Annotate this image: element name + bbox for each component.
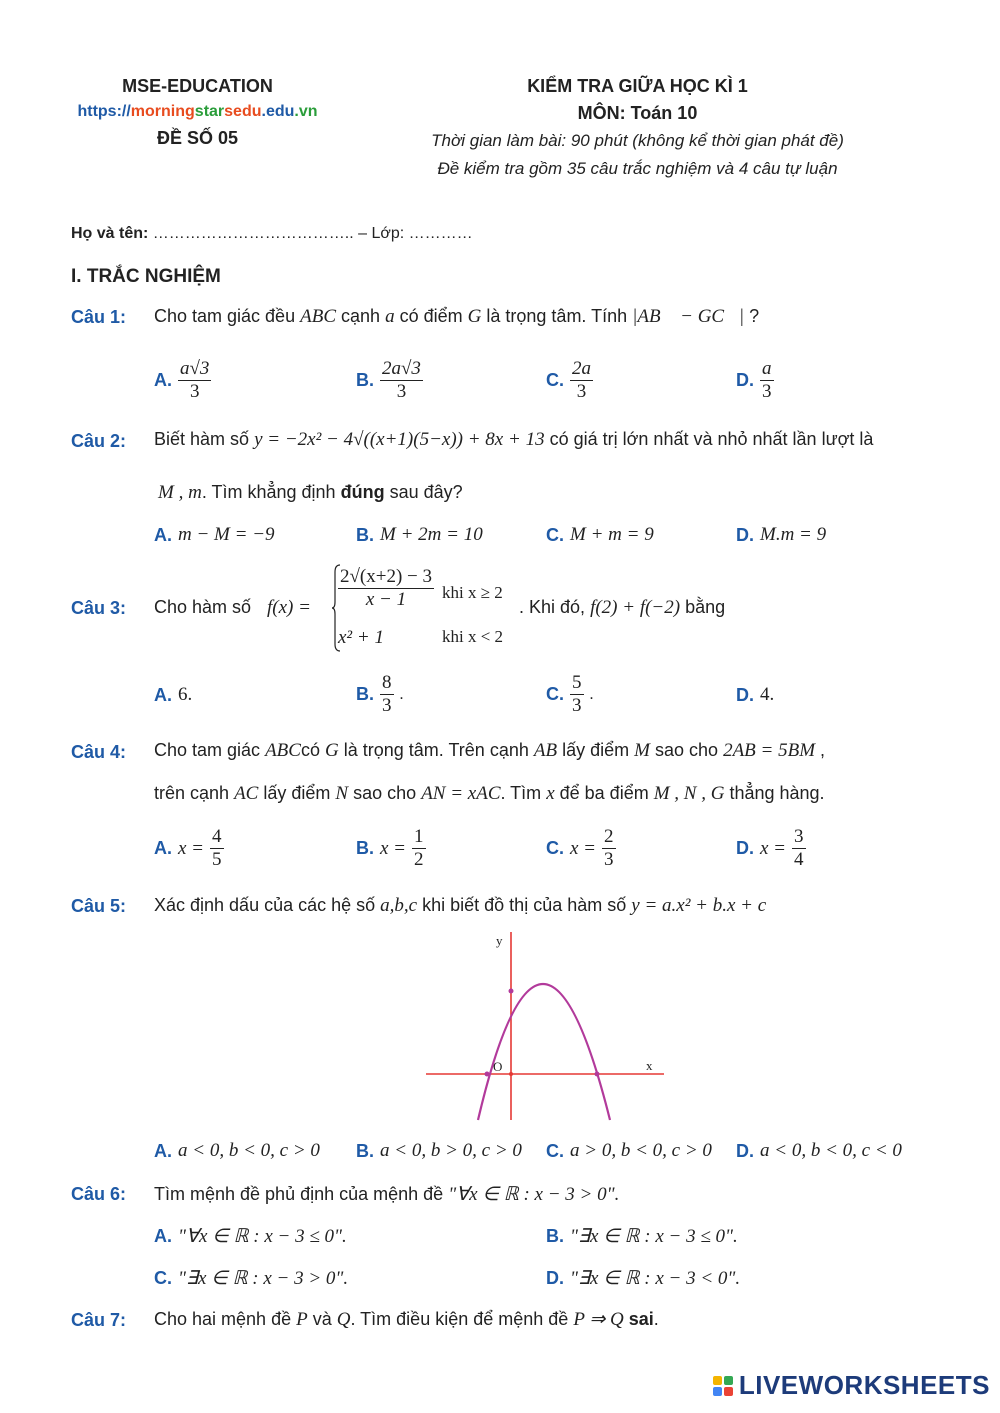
- q6-option-b[interactable]: [546, 1225, 738, 1248]
- fraction: [412, 826, 426, 871]
- q4-l1-math-1: ABC: [265, 740, 301, 761]
- q4-l2-text-f: thẳng hàng.: [729, 783, 825, 803]
- student-info-line: [71, 225, 473, 243]
- q2-text-c: . Tìm khẳng định: [201, 482, 336, 502]
- option-letter: D.: [736, 838, 754, 858]
- q7-tail: .: [653, 1309, 659, 1329]
- q5-label: Câu 5:: [71, 896, 127, 916]
- q4-l2-text-a: trên cạnh: [154, 783, 230, 803]
- origin-label: O: [493, 1059, 503, 1074]
- parabola-graph-svg: [420, 928, 670, 1123]
- option-expression: M + m = 9: [570, 524, 654, 545]
- numerator: 1: [414, 826, 424, 847]
- q2-option-b[interactable]: [356, 524, 483, 546]
- denominator: 5: [212, 849, 222, 870]
- q2-text-d: sau đây?: [389, 482, 463, 502]
- option-expression: "∃x ∈ ℝ : x − 3 < 0".: [570, 1268, 741, 1289]
- option-letter: B.: [356, 684, 374, 704]
- q6-option-c[interactable]: [154, 1267, 348, 1290]
- q3-case2-condition: khi x < 2: [442, 627, 504, 646]
- q4-l1-text-c: là trọng tâm. Trên cạnh: [343, 740, 529, 760]
- option-letter: B.: [356, 1140, 374, 1161]
- option-expression: a < 0, b < 0, c > 0: [178, 1140, 320, 1161]
- q4-l2-math-3: AN = xAC: [421, 783, 501, 804]
- option-expression: M.m = 9: [760, 524, 827, 545]
- q4-stem-line2: [154, 783, 825, 805]
- q6-expression: "∀x ∈ ℝ : x − 3 > 0".: [448, 1184, 620, 1205]
- q1-option-c[interactable]: [546, 358, 593, 403]
- q1-math-1: ABC: [300, 306, 336, 327]
- q4-l1-text-a: Cho tam giác: [154, 740, 261, 760]
- option-letter: A.: [154, 370, 172, 390]
- numerator: 4: [212, 826, 222, 847]
- numerator: 3: [794, 826, 804, 847]
- q1-option-a[interactable]: [154, 358, 211, 403]
- q5-function: y = a.x² + b.x + c: [631, 895, 767, 916]
- q7-text-c: . Tìm điều kiện để mệnh đề: [350, 1309, 569, 1329]
- q3-fx: f(x) =: [267, 597, 311, 618]
- option-letter: C.: [546, 1140, 564, 1161]
- option-letter: B.: [546, 1226, 564, 1246]
- q2-text-a: Biết hàm số: [154, 429, 250, 449]
- q3-case1-fraction: [338, 566, 434, 611]
- parabola-curve: [478, 984, 610, 1120]
- url-part-2: morning: [130, 103, 195, 120]
- q3-case1-numerator: 2√(x+2) − 3: [340, 566, 433, 587]
- q3-option-a[interactable]: [154, 684, 192, 706]
- organization-name: MSE-EDUCATION: [122, 76, 273, 96]
- q6-option-d[interactable]: [546, 1267, 740, 1290]
- numerator: 2a√3: [382, 358, 421, 379]
- option-expression: a < 0, b > 0, c > 0: [380, 1140, 522, 1161]
- fraction: [380, 358, 423, 403]
- denominator: 3: [576, 381, 587, 402]
- denominator: 3: [189, 381, 200, 402]
- q5-option-d[interactable]: [736, 1140, 902, 1162]
- url-part-5: .edu: [261, 103, 295, 120]
- option-letter: C.: [546, 838, 564, 858]
- q1-text-a: Cho tam giác đều: [154, 306, 296, 326]
- option-tail: .: [589, 685, 594, 703]
- q7-math-1: P: [296, 1309, 308, 1330]
- q4-l2-math-1: AC: [234, 783, 259, 804]
- q4-option-c[interactable]: [546, 826, 616, 871]
- option-letter: A.: [154, 838, 172, 858]
- q2-function: y = −2x² − 4√((x+1)(5−x)) + 8x + 13: [254, 429, 545, 450]
- q3-case2-expression: x² + 1: [338, 627, 384, 648]
- numerator: a√3: [180, 358, 210, 379]
- q3-option-d[interactable]: [736, 684, 774, 706]
- x-axis-label: x: [646, 1058, 653, 1073]
- q4-label: Câu 4:: [71, 742, 127, 762]
- option-letter: D.: [736, 370, 754, 390]
- q4-stem-line1: [154, 740, 825, 762]
- q2-text-b: có giá trị lớn nhất và nhỏ nhất lần lượt là: [549, 429, 874, 449]
- q4-l2-text-b: lấy điểm: [263, 783, 331, 803]
- q4-l1-text-f: ,: [820, 740, 826, 760]
- q4-l2-math-4: x: [546, 783, 555, 804]
- q1-text-c: có điểm: [399, 306, 463, 326]
- option-expression: a > 0, b < 0, c > 0: [570, 1140, 712, 1161]
- q1-label: Câu 1:: [71, 307, 127, 327]
- q1-option-b[interactable]: [356, 358, 423, 403]
- denominator: 3: [396, 381, 407, 402]
- option-expression: "∀x ∈ ℝ : x − 3 ≤ 0".: [178, 1226, 347, 1247]
- option-letter: A.: [154, 684, 172, 705]
- option-letter: B.: [356, 370, 374, 390]
- option-expression: "∃x ∈ ℝ : x − 3 ≤ 0".: [570, 1226, 738, 1247]
- q6-label: Câu 6:: [71, 1184, 127, 1204]
- q5-text-a: Xác định dấu của các hệ số: [154, 895, 376, 915]
- q2-vars: M , m: [158, 482, 202, 503]
- fraction: [210, 826, 224, 871]
- q3-option-c[interactable]: [546, 672, 594, 717]
- option-letter: D.: [736, 1140, 754, 1161]
- option-tail: .: [399, 685, 404, 703]
- q4-l1-text-e: sao cho: [655, 740, 719, 760]
- q4-l1-math-3: AB: [533, 740, 558, 761]
- url-part-4: sedu: [224, 103, 262, 120]
- q4-l1-text-b: có: [300, 740, 320, 760]
- option-value: 6.: [178, 684, 193, 705]
- option-letter: D.: [546, 1268, 564, 1288]
- q3-stem-tail: [519, 597, 725, 619]
- option-lhs: x =: [570, 837, 597, 859]
- q4-option-a[interactable]: [154, 826, 224, 871]
- q1-stem: [154, 306, 759, 328]
- q3-text-a: Cho hàm số: [154, 597, 252, 617]
- option-letter: D.: [736, 524, 754, 545]
- fraction: [570, 672, 584, 717]
- class-field[interactable]: …………: [404, 225, 473, 242]
- q2-option-a[interactable]: [154, 524, 275, 546]
- url-part-1: https://: [77, 103, 131, 120]
- q1-tail: ?: [749, 306, 760, 326]
- url-part-3: star: [194, 103, 225, 120]
- numerator: a: [762, 358, 772, 379]
- denominator: 2: [414, 849, 424, 870]
- exam-title: KIỂM TRA GIỮA HỌC KÌ 1: [527, 76, 748, 96]
- q2-stem-line1: [154, 429, 873, 451]
- q4-l2-math-2: N: [335, 783, 349, 804]
- q4-l2-text-e: để ba điểm: [559, 783, 649, 803]
- root-left-point: [485, 1072, 490, 1077]
- fraction: [602, 826, 616, 871]
- numerator: 2: [604, 826, 614, 847]
- option-expression: a < 0, b < 0, c < 0: [760, 1140, 902, 1161]
- q3-text-c: bằng: [685, 597, 726, 617]
- y-axis-label: y: [496, 933, 503, 948]
- fraction: [178, 358, 211, 403]
- q2-stem-line2: [158, 482, 463, 504]
- option-letter: C.: [546, 684, 564, 704]
- q7-label: Câu 7:: [71, 1310, 127, 1330]
- q2-option-d[interactable]: [736, 524, 826, 546]
- name-label: Họ và tên:: [71, 225, 149, 242]
- y-intercept-point: [509, 989, 514, 994]
- class-label: Lớp:: [371, 225, 405, 242]
- q1-expression: |AB⃗ − GC⃗|: [632, 306, 745, 327]
- option-value: 4.: [760, 684, 775, 705]
- q1-text-b: cạnh: [341, 306, 381, 326]
- option-lhs: x =: [380, 837, 407, 859]
- option-expression: m − M = −9: [178, 524, 275, 545]
- q3-expression: f(2) + f(−2): [590, 597, 681, 618]
- q3-case1-denominator: x − 1: [365, 589, 407, 610]
- q1-math-2: a: [385, 306, 395, 327]
- exam-number: ĐỀ SỐ 05: [156, 128, 239, 148]
- option-lhs: x =: [178, 837, 205, 859]
- q4-l1-math-2: G: [325, 740, 339, 761]
- q5-option-a[interactable]: [154, 1140, 320, 1162]
- fraction: [380, 672, 394, 717]
- q5-text-b: khi biết đồ thị của hàm số: [422, 895, 627, 915]
- option-letter: C.: [154, 1268, 172, 1288]
- q2-label: Câu 2:: [71, 431, 127, 451]
- option-letter: A.: [154, 1226, 172, 1246]
- q5-option-b[interactable]: [356, 1140, 522, 1162]
- q1-option-d[interactable]: [736, 358, 774, 403]
- denominator: 3: [762, 381, 772, 402]
- q5-parabola-graph: [420, 928, 670, 1123]
- option-expression: "∃x ∈ ℝ : x − 3 > 0".: [178, 1268, 349, 1289]
- q4-option-d[interactable]: [736, 826, 806, 871]
- name-field[interactable]: ……………………………….. –: [148, 225, 372, 242]
- denominator: 3: [382, 695, 392, 716]
- option-lhs: x =: [760, 837, 787, 859]
- numerator: 2a: [572, 358, 591, 379]
- q7-bold-word: sai: [628, 1309, 654, 1329]
- denominator: 4: [794, 849, 804, 870]
- option-letter: C.: [546, 370, 564, 390]
- q3-case1-condition: khi x ≥ 2: [442, 583, 503, 602]
- option-letter: C.: [546, 524, 564, 545]
- q7-expression: P ⇒ Q: [573, 1309, 624, 1330]
- q3-label: Câu 3:: [71, 598, 127, 618]
- q7-math-2: Q: [336, 1309, 351, 1330]
- url-part-6: .vn: [294, 103, 318, 120]
- q4-l2-math-5: M , N , G: [653, 783, 725, 804]
- q4-l2-text-c: sao cho: [353, 783, 417, 803]
- origin-point: [509, 1072, 513, 1076]
- option-letter: B.: [356, 838, 374, 858]
- q1-math-3: G: [467, 306, 482, 327]
- q6-option-a[interactable]: [154, 1225, 347, 1248]
- fraction: [760, 358, 774, 403]
- q5-math-1: a,b,c: [380, 895, 418, 916]
- q6-stem: [154, 1183, 619, 1206]
- liveworksheets-logo-icon: [713, 1376, 733, 1396]
- denominator: 3: [604, 849, 614, 870]
- website-url[interactable]: [60, 103, 335, 121]
- structure-note: Đề kiểm tra gồm 35 câu trắc nghiệm và 4 câu tự luận: [437, 159, 838, 178]
- q4-l1-math-4: M: [634, 740, 650, 761]
- q3-option-b[interactable]: [356, 672, 404, 717]
- q6-text-a: Tìm mệnh đề phủ định của mệnh đề: [154, 1184, 444, 1204]
- q5-stem: [154, 895, 766, 917]
- liveworksheets-watermark[interactable]: [713, 1370, 990, 1401]
- q3-text-b: . Khi đó,: [519, 597, 586, 617]
- section-title: I. TRẮC NGHIỆM: [71, 266, 221, 287]
- q5-option-c[interactable]: [546, 1140, 712, 1162]
- q4-l1-text-d: lấy điểm: [562, 740, 630, 760]
- option-letter: A.: [154, 524, 172, 545]
- q4-l2-text-d: . Tìm: [500, 783, 542, 803]
- option-expression: M + 2m = 10: [380, 524, 483, 545]
- numerator: 8: [382, 672, 392, 693]
- q4-l1-math-5: 2AB = 5BM: [723, 740, 816, 761]
- q2-bold-word: đúng: [340, 482, 385, 502]
- numerator: 5: [572, 672, 582, 693]
- fraction: [792, 826, 806, 871]
- root-right-point: [595, 1072, 600, 1077]
- liveworksheets-text: LIVEWORKSHEETS: [738, 1370, 990, 1400]
- q7-text-a: Cho hai mệnh đề: [154, 1309, 292, 1329]
- option-letter: D.: [736, 684, 754, 705]
- denominator: 3: [572, 695, 582, 716]
- q2-option-c[interactable]: [546, 524, 654, 546]
- time-note: Thời gian làm bài: 90 phút (không kể thời gian phát đề): [431, 131, 844, 150]
- option-letter: B.: [356, 524, 374, 545]
- fraction: [570, 358, 593, 403]
- option-letter: A.: [154, 1140, 172, 1161]
- subject: MÔN: Toán 10: [577, 103, 698, 123]
- q7-stem: [154, 1308, 659, 1331]
- q7-text-b: và: [312, 1309, 332, 1329]
- q1-text-d: là trọng tâm. Tính: [486, 306, 628, 326]
- q4-option-b[interactable]: [356, 826, 426, 871]
